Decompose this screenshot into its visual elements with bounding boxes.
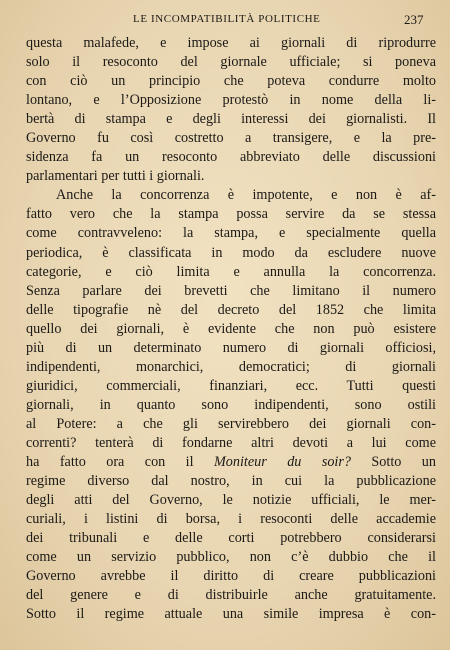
text-line: indipendenti, monarchici, democratici; di giornali	[26, 358, 436, 375]
text-line: Governo fu così costretto a transigere, e la pre-	[26, 130, 436, 147]
text-line: periodica, è classificata in modo da escludere nuove	[26, 244, 436, 261]
text-line: quello dei giornali, è evidente che non può esistere	[26, 320, 436, 337]
text-line: delle tipografie nè del decreto del 1852 che limita	[26, 301, 436, 318]
paragraph-end-line: parlamentari per tutti i giornali.	[26, 168, 205, 185]
text-line: categorie, e ciò limita e annulla la concorrenza.	[26, 263, 436, 280]
text-line: Governo avrebbe il diritto di creare pubblicazioni	[26, 568, 436, 585]
text-line: con ciò un principio che poteva condurre molto	[26, 73, 436, 90]
text-line: regime diverso dal nostro, in cui la pubblicazione	[26, 473, 436, 490]
page-number: 237	[404, 12, 424, 27]
text-line: giornali, in quanto sono indipendenti, sono ostili	[26, 396, 436, 413]
text-line: curiali, i listini di borsa, i resoconti delle accademie	[26, 511, 436, 528]
text-line: Senza parlare dei brevetti che limitano il numero	[26, 282, 436, 299]
text-line: degli atti del Governo, le notizie ufficiali, le mer-	[26, 492, 436, 509]
text-line: al Potere: a che gli servirebbero dei giornali con-	[26, 415, 436, 432]
body-text	[26, 34, 436, 624]
text-line: correnti? tenterà di fondarne altri devoti a lui come	[26, 434, 436, 451]
italic-periodical-title: Moniteur du soir?	[213, 454, 351, 471]
text-fragment: ha fatto ora con il	[26, 454, 214, 471]
text-line: solo il resoconto del giornale ufficiale; si poneva	[26, 54, 436, 71]
text-line-with-italic	[26, 453, 436, 472]
text-fragment: Sotto un	[351, 454, 436, 471]
text-line: come contravveleno: la stampa, e specialmente quella	[26, 225, 436, 242]
paragraph-start-line: Anche la concorrenza è impotente, e non è af-	[56, 187, 436, 204]
text-line: bertà di stampa e degli interessi dei giornalisti. Il	[26, 111, 436, 128]
text-line: Sotto il regime attuale una simile impresa è con-	[26, 606, 436, 623]
text-line: giuridici, commerciali, finanziari, ecc. Tutti questi	[26, 377, 436, 394]
text-line: più di un determinato numero di giornali officiosi,	[26, 339, 436, 356]
text-line: lontano, e l’Opposizione protestò in nome della li-	[26, 92, 436, 109]
text-line: sidenza fa un resoconto abbreviato delle discussioni	[26, 149, 436, 166]
running-title: LE INCOMPATIBILITÀ POLITICHE	[133, 13, 321, 25]
text-line: dei tribunali e delle corti potrebbero considerarsi	[26, 530, 436, 547]
text-line: fatto vero che la stampa possa servire da se stessa	[26, 206, 436, 223]
text-line: come un servizio pubblico, non c’è dubbio che il	[26, 549, 436, 566]
text-line: questa malafede, e impose ai giornali di riprodurre	[26, 35, 436, 51]
text-line: del genere e di distribuirle anche gratuitamente.	[26, 587, 436, 604]
